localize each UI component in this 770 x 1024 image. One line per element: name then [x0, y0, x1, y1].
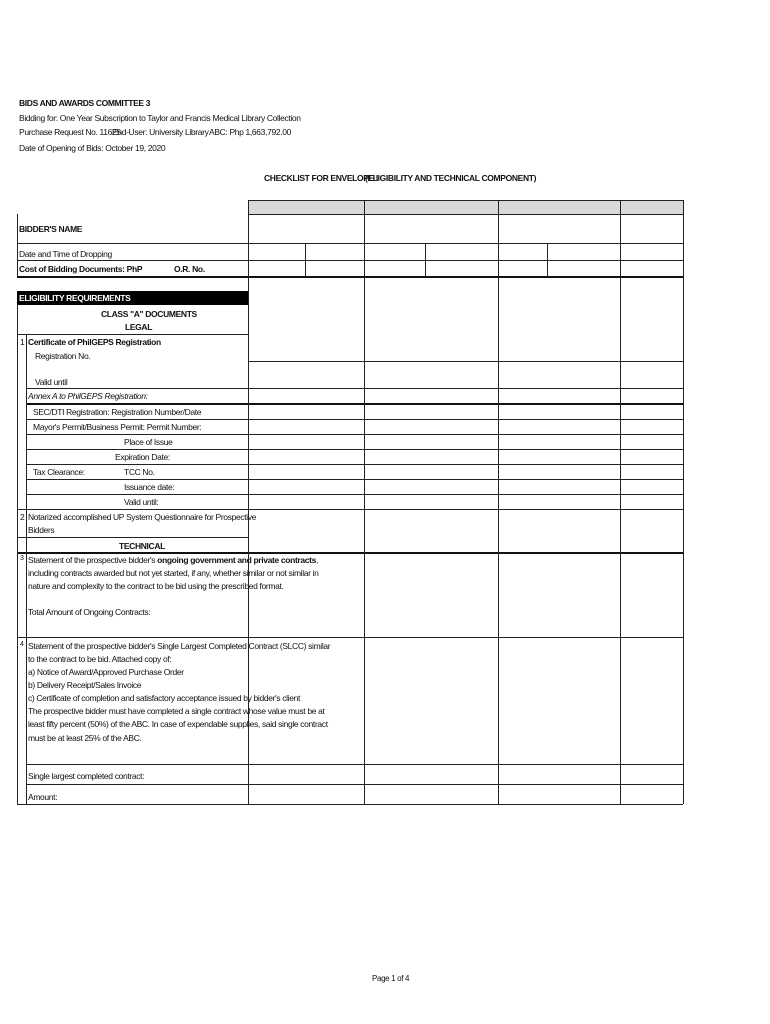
single-largest-label: Single largest completed contract: — [28, 771, 145, 781]
issuance-date: Issuance date: — [124, 482, 175, 492]
checklist-subtitle: (ELIGIBILITY AND TECHNICAL COMPONENT) — [365, 173, 537, 183]
legal-label: LEGAL — [125, 322, 153, 332]
mayors-permit: Mayor's Permit/Business Permit: Permit Number: — [33, 422, 202, 432]
notarized-line-1: Notarized accomplished UP System Questionnaire for Prospective — [28, 512, 257, 522]
tax-clearance: Tax Clearance: — [33, 467, 85, 477]
technical-label: TECHNICAL — [119, 541, 165, 551]
abc-amount: ABC: Php 1,663,792.00 — [209, 127, 291, 137]
page-number: Page 1 of 4 — [372, 974, 410, 983]
item-number-4: 4 — [20, 641, 24, 648]
item-number-2: 2 — [20, 512, 25, 522]
tcc-no: TCC No. — [124, 467, 155, 477]
slcc-item-c: c) Certificate of completion and satisfactory acceptance issued by bidder's client — [28, 693, 300, 703]
ongoing-contracts-line-3: nature and complexity to the contract to be bid using the prescribed format. — [28, 581, 284, 591]
registration-no: Registration No. — [35, 351, 91, 361]
committee-title: BIDS AND AWARDS COMMITTEE 3 — [19, 98, 151, 108]
cost-docs-label: Cost of Bidding Documents: PhP — [19, 264, 143, 274]
valid-until: Valid until — [35, 377, 68, 387]
valid-until-2: Valid until: — [124, 497, 159, 507]
or-no-label: O.R. No. — [174, 264, 205, 274]
sec-dti: SEC/DTI Registration: Registration Number/Date — [33, 407, 202, 417]
philgeps-label: Certificate of PhilGEPS Registration — [28, 337, 161, 347]
ongoing-contracts-line-1: Statement of the prospective bidder's ongoing government and private contracts, — [28, 555, 319, 565]
bidders-name-label: BIDDER'S NAME — [19, 224, 83, 234]
opening-date: Date of Opening of Bids: October 19, 2020 — [19, 143, 166, 153]
annex-label: Annex A to PhilGEPS Registration: — [28, 391, 148, 401]
slcc-line-2: to the contract to be bid. Attached copy of: — [28, 654, 172, 664]
ongoing-contracts-line-2: including contracts awarded but not yet started, if any, whether similar or not similar in — [28, 568, 319, 578]
date-time-dropping: Date and Time of Dropping — [19, 249, 112, 259]
place-of-issue: Place of Issue — [124, 437, 173, 447]
slcc-line-7: least fifty percent (50%) of the ABC. In case of expendable supplies, said single contract — [28, 719, 328, 729]
slcc-line-1: Statement of the prospective bidder's Single Largest Completed Contract (SLCC) similar — [28, 641, 331, 651]
end-user: End-User: University Library — [112, 127, 209, 137]
amount-label: Amount: — [28, 792, 58, 802]
bidding-for: Bidding for: One Year Subscription to Taylor and Francis Medical Library Collection — [19, 113, 301, 123]
slcc-line-8: must be at least 25% of the ABC. — [28, 733, 142, 743]
expiration-date: Expiration Date: — [115, 452, 170, 462]
eligibility-header: ELIGIBILITY REQUIREMENTS — [19, 293, 131, 303]
total-ongoing-label: Total Amount of Ongoing Contracts: — [28, 607, 151, 617]
header-shade — [248, 200, 683, 214]
checklist-title: CHECKLIST FOR ENVELOPE I — [264, 173, 378, 183]
item-number-1: 1 — [20, 337, 25, 347]
slcc-item-a: a) Notice of Award/Approved Purchase Order — [28, 667, 184, 677]
item-number-3: 3 — [20, 555, 24, 562]
slcc-line-6: The prospective bidder must have completed a single contract whose value must be at — [28, 706, 325, 716]
purchase-request: Purchase Request No. 11625 — [19, 127, 121, 137]
class-a-label: CLASS "A" DOCUMENTS — [101, 309, 197, 319]
notarized-line-2: Bidders — [28, 525, 55, 535]
slcc-item-b: b) Delivery Receipt/Sales Invoice — [28, 680, 142, 690]
